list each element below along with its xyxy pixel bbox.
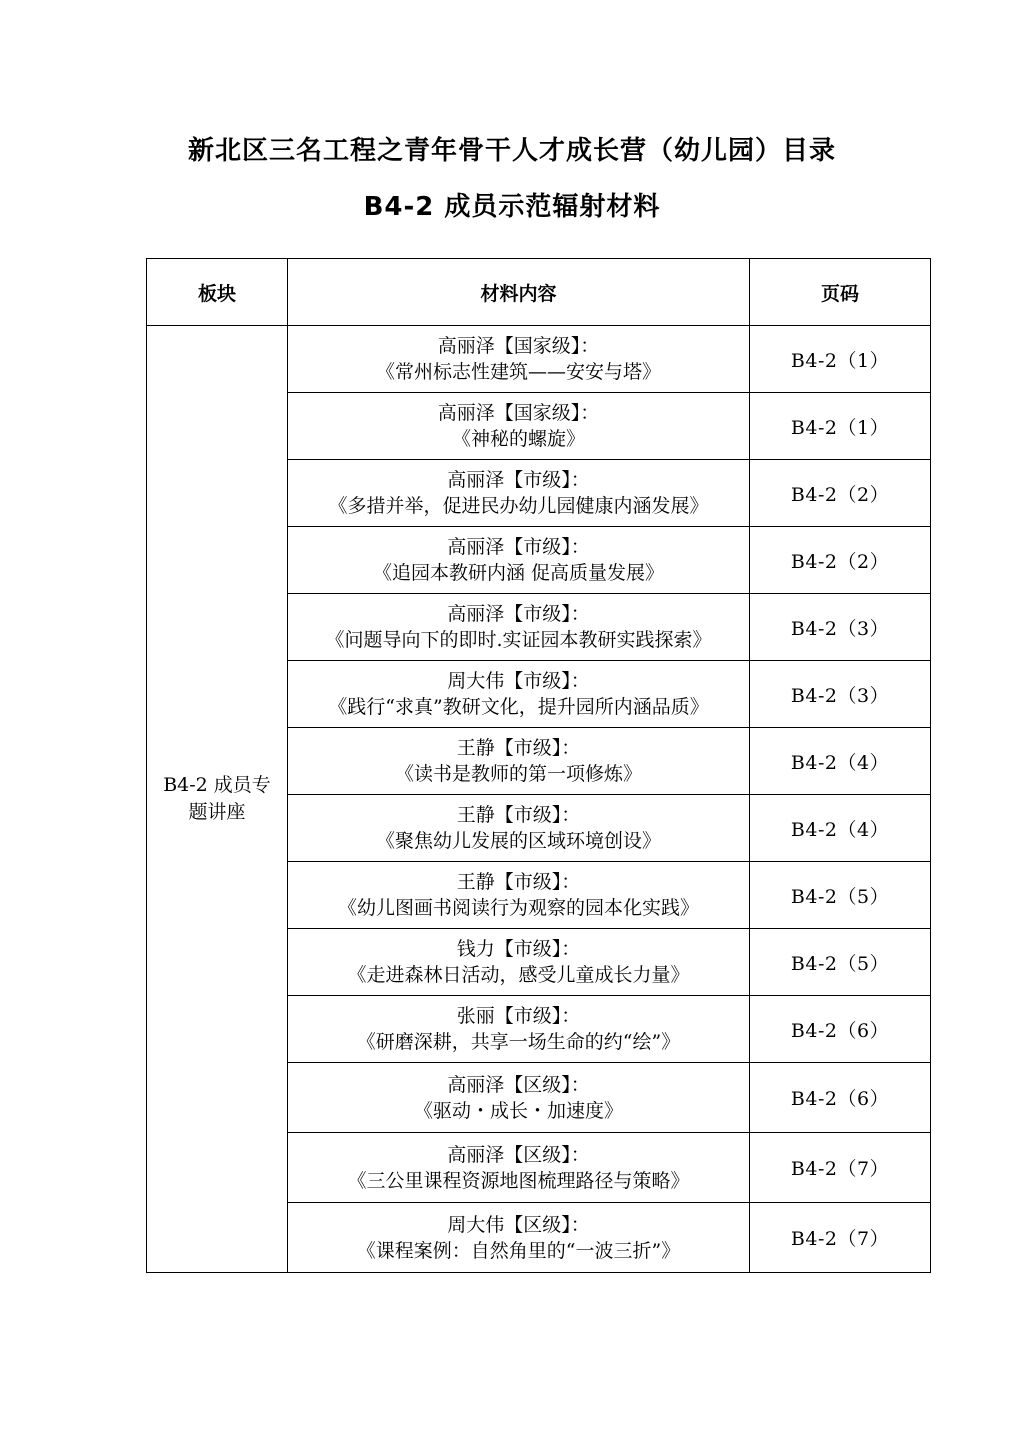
section-cell: [147, 326, 288, 1273]
material-cell: [288, 996, 750, 1063]
material-cell: [288, 661, 750, 728]
material-title: 《读书是教师的第一项修炼》: [394, 763, 642, 785]
material-author: 高丽泽【区级】：: [447, 1073, 590, 1096]
page-cell: B4-2（2）: [750, 527, 931, 594]
header-material: 材料内容: [288, 259, 750, 326]
page-cell: B4-2（3）: [750, 594, 931, 661]
page-cell: B4-2（4）: [750, 728, 931, 795]
material-title: 《多措并举，促进民办幼儿园健康内涵发展》: [328, 495, 709, 517]
material-title: 《三公里课程资源地图梳理路径与策略》: [347, 1169, 690, 1192]
material-cell: [288, 728, 750, 795]
document-subtitle: B4-2 成员示范辐射材料: [363, 192, 661, 222]
page-cell: B4-2（5）: [750, 929, 931, 996]
material-cell: [288, 929, 750, 996]
page-cell: B4-2（5）: [750, 862, 931, 929]
material-author: 王静【市级】：: [456, 804, 581, 826]
material-title: 《课程案例：自然角里的“一波三折”》: [356, 1239, 681, 1262]
material-author: 钱力【市级】：: [456, 938, 581, 960]
material-cell: [288, 460, 750, 527]
material-cell: [288, 795, 750, 862]
material-author: 高丽泽【国家级】：: [437, 335, 600, 357]
material-author: 高丽泽【市级】：: [447, 603, 590, 625]
material-author: 高丽泽【市级】：: [447, 469, 590, 491]
page-cell: B4-2（1）: [750, 393, 931, 460]
toc-table: [146, 258, 931, 1273]
material-cell: [288, 326, 750, 393]
material-author: 高丽泽【区级】：: [447, 1143, 590, 1166]
material-author: 王静【市级】：: [456, 737, 581, 759]
page-cell: B4-2（4）: [750, 795, 931, 862]
material-title: 《问题导向下的即时.实证园本教研实践探索》: [325, 629, 712, 651]
material-author: 高丽泽【市级】：: [447, 536, 590, 558]
material-cell: [288, 862, 750, 929]
header-page: 页码: [750, 259, 931, 326]
page-cell: B4-2（1）: [750, 326, 931, 393]
material-title: 《聚焦幼儿发展的区域环境创设》: [375, 830, 661, 852]
page-cell: B4-2（7）: [750, 1203, 931, 1273]
material-cell: [288, 594, 750, 661]
material-title: 《研磨深耕，共享一场生命的约“绘”》: [356, 1031, 681, 1053]
header-section: 板块: [147, 259, 288, 326]
material-author: 高丽泽【国家级】：: [437, 402, 600, 424]
material-cell: [288, 393, 750, 460]
header-row: [147, 259, 931, 326]
material-author: 周大伟【区级】：: [447, 1213, 590, 1236]
material-title: 《常州标志性建筑——安安与塔》: [375, 361, 661, 383]
material-title: 《神秘的螺旋》: [451, 428, 585, 450]
page-cell: B4-2（2）: [750, 460, 931, 527]
material-title: 《追园本教研内涵 促高质量发展》: [372, 562, 665, 584]
material-title: 《幼儿图画书阅读行为观察的园本化实践》: [337, 897, 699, 919]
table-row: [147, 326, 931, 393]
page-cell: B4-2（6）: [750, 996, 931, 1063]
page-cell: B4-2（3）: [750, 661, 931, 728]
section-label-line1: B4-2 成员专: [163, 774, 271, 796]
material-author: 周大伟【市级】：: [447, 670, 590, 692]
section-label-line2: 题讲座: [188, 801, 246, 823]
material-title: 《践行“求真”教研文化，提升园所内涵品质》: [328, 696, 709, 718]
material-cell: [288, 1203, 750, 1273]
document-title: 新北区三名工程之青年骨干人才成长营（幼儿园）目录: [187, 136, 836, 166]
material-title: 《走进森林日活动，感受儿童成长力量》: [347, 964, 690, 986]
material-cell: [288, 1133, 750, 1203]
material-cell: [288, 527, 750, 594]
material-title: 《驱动・成长・加速度》: [413, 1099, 623, 1122]
page-cell: B4-2（7）: [750, 1133, 931, 1203]
material-author: 张丽【市级】：: [456, 1005, 581, 1027]
material-author: 王静【市级】：: [456, 871, 581, 893]
page-cell: B4-2（6）: [750, 1063, 931, 1133]
material-cell: [288, 1063, 750, 1133]
